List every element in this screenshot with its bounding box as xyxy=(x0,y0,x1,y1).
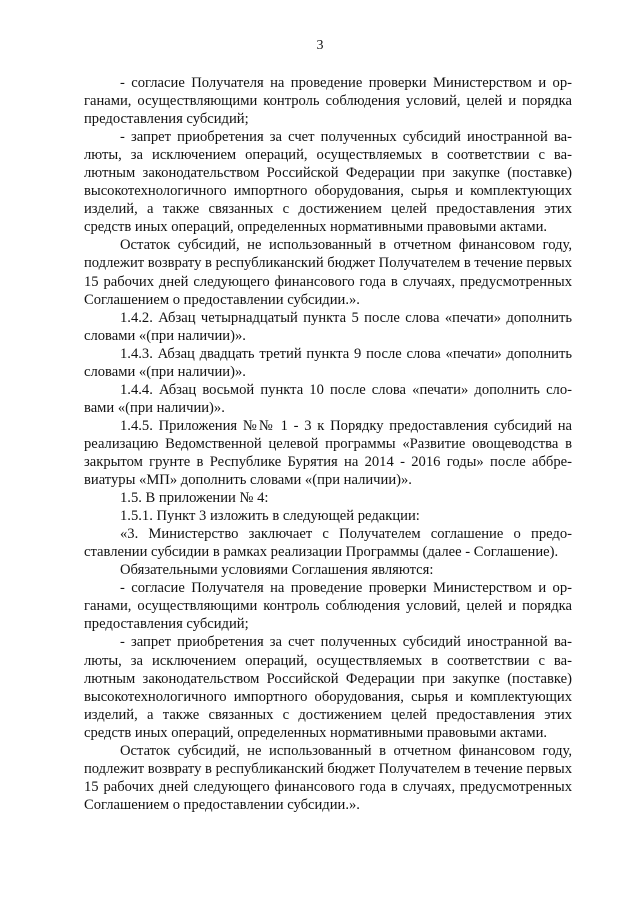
paragraph: 1.4.5. Приложения №№ 1 - 3 к Порядку предоставления субсидий на реализацию Ведомственной целевой программы «Развитие овощеводства в закрытом грунте в Республике Бурятия на 2014 - 2016 годы» после аббревиатуры «МП» дополнить словами «(при наличии)». xyxy=(84,417,572,489)
paragraph: - согласие Получателя на проведение проверки Министерством и органами, осуществляющими контроль соблюдения условий, целей и порядка предоставления субсидий; xyxy=(84,75,572,128)
paragraph: - запрет приобретения за счет полученных субсидий иностранной валюты, за исключением операций, осуществляемых в соответствии с валютным законодательством Российской Федерации при закупке (поставке) высокотехнологичного импортного оборудования, сырья и комплектующих изделий, а также связанных с достижением целей предоставления этих средств иных операций, определенных нормативными правовыми актами. xyxy=(84,129,572,236)
paragraph: 1.4.4. Абзац восьмой пункта 10 после слова «печати» дополнить словами «(при наличии)». xyxy=(84,381,572,416)
paragraph: - запрет приобретения за счет полученных субсидий иностранной валюты, за исключением операций, осуществляемых в соответствии с валютным законодательством Российской Федерации при закупке (поставке) высокотехнологичного импортного оборудования, сырья и комплектующих изделий, а также связанных с достижением целей предоставления этих средств иных операций, определенных нормативными правовыми актами. xyxy=(84,634,572,741)
paragraph: Остаток субсидий, не использованный в отчетном финансовом году, подлежит возврату в республиканский бюджет Получателем в течение первых 15 рабочих дней следующего финансового года в случаях, предусмотренных Соглашением о предоставлении субсидии.». xyxy=(84,742,573,813)
page-number: 3 xyxy=(316,38,324,53)
paragraph: Остаток субсидий, не использованный в отчетном финансовом году, подлежит возврату в республиканский бюджет Получателем в течение первых 15 рабочих дней следующего финансового года в случаях, предусмотренных Соглашением о предоставлении субсидии.». xyxy=(84,237,573,308)
paragraph: 1.5. В приложении № 4: xyxy=(120,490,269,507)
paragraph: «3. Министерство заключает с Получателем соглашение о предоставлении субсидии в рамках реализации Программы (далее - Соглашение). xyxy=(84,526,572,561)
paragraph: Обязательными условиями Соглашения являются: xyxy=(120,562,434,579)
document-body xyxy=(84,74,572,814)
paragraph: 1.5.1. Пункт 3 изложить в следующей редакции: xyxy=(120,508,420,525)
paragraph: 1.4.3. Абзац двадцать третий пункта 9 после слова «печати» дополнить словами «(при наличии)». xyxy=(84,345,572,380)
paragraph: - согласие Получателя на проведение проверки Министерством и органами, осуществляющими контроль соблюдения условий, целей и порядка предоставления субсидий; xyxy=(84,580,572,633)
paragraph: 1.4.2. Абзац четырнадцатый пункта 5 после слова «печати» дополнить словами «(при наличии)». xyxy=(84,309,572,344)
